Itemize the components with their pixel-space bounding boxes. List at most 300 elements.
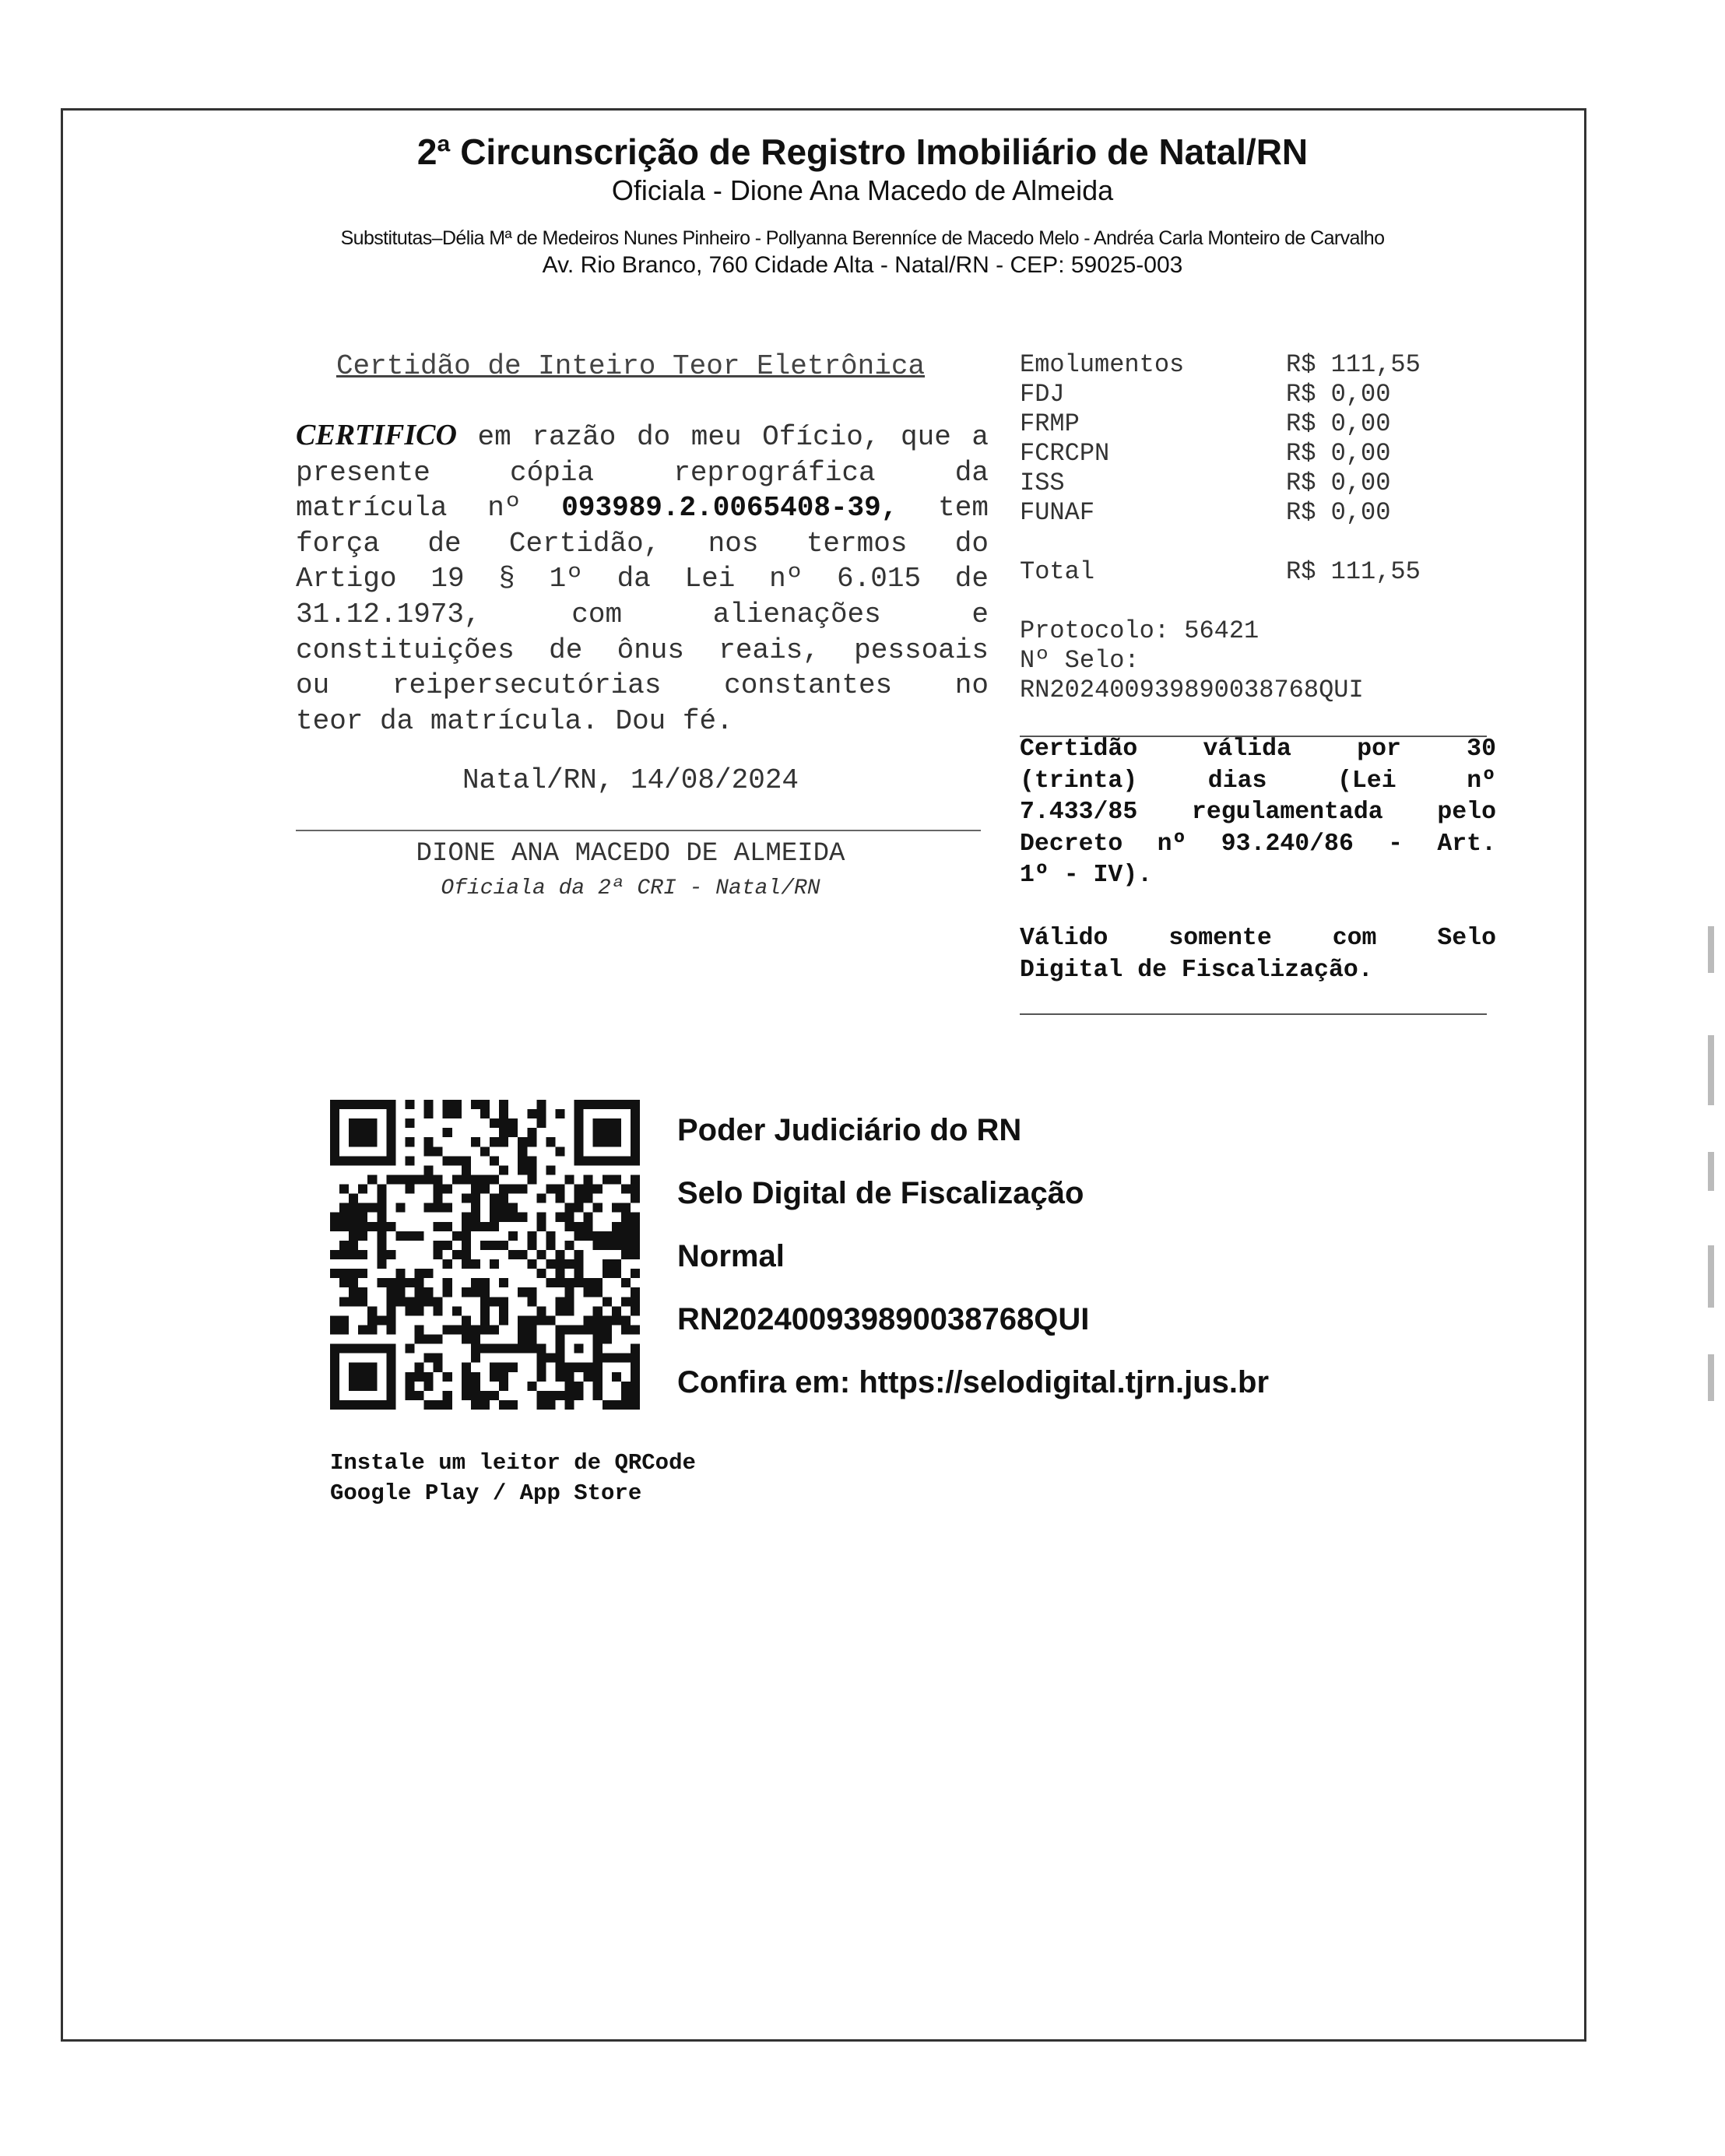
qr-module: [405, 1100, 414, 1109]
qr-module: [527, 1156, 536, 1165]
qr-module: [443, 1372, 452, 1382]
qr-module: [499, 1185, 508, 1194]
qr-module: [386, 1306, 395, 1315]
qr-module: [527, 1109, 536, 1118]
qr-module: [424, 1137, 434, 1146]
qr-module: [452, 1109, 462, 1118]
qr-module: [386, 1297, 395, 1306]
qr-module: [565, 1259, 574, 1269]
qr-module: [546, 1185, 555, 1194]
qr-module: [593, 1335, 603, 1344]
qr-module: [462, 1391, 471, 1400]
qr-module: [574, 1344, 584, 1354]
qr-module: [603, 1175, 612, 1184]
qr-module: [462, 1241, 471, 1250]
qr-module: [612, 1354, 621, 1363]
qr-hint-line-1: Instale um leitor de QRCode: [330, 1450, 696, 1476]
qr-module: [452, 1325, 462, 1334]
fee-row: [1020, 469, 1502, 498]
qr-module: [612, 1269, 621, 1278]
qr-module: [367, 1382, 377, 1391]
qr-module: [443, 1325, 452, 1334]
qr-module: [386, 1175, 395, 1184]
body-line-7: constituições de ônus reais, pessoais: [296, 634, 989, 666]
qr-module: [508, 1231, 518, 1241]
qr-module: [377, 1156, 386, 1165]
qr-module: [612, 1175, 621, 1184]
qr-module: [480, 1297, 490, 1306]
qr-module: [349, 1363, 358, 1372]
qr-module: [631, 1222, 640, 1231]
qr-module: [443, 1203, 452, 1213]
qr-module: [631, 1137, 640, 1146]
qr-module: [471, 1185, 480, 1194]
qr-module: [415, 1335, 424, 1344]
qr-module: [330, 1325, 339, 1334]
qr-module: [536, 1222, 546, 1231]
qr-module: [603, 1118, 612, 1128]
qr-module: [358, 1203, 367, 1213]
qr-module: [339, 1250, 349, 1259]
qr-module: [386, 1344, 395, 1354]
qr-module: [584, 1231, 593, 1241]
qr-module: [631, 1109, 640, 1118]
qr-module: [631, 1363, 640, 1372]
qr-module: [386, 1128, 395, 1137]
qr-module: [358, 1382, 367, 1391]
qr-module: [490, 1325, 499, 1334]
qr-module: [405, 1391, 414, 1400]
validity-line-3: 7.433/85 regulamentada pelo: [1020, 799, 1496, 826]
qr-module: [574, 1194, 584, 1203]
qr-module: [546, 1241, 555, 1250]
qr-module: [462, 1287, 471, 1297]
body-line-3-post: tem: [898, 492, 989, 525]
qr-module: [386, 1222, 395, 1231]
qr-module: [631, 1128, 640, 1137]
qr-module: [490, 1259, 499, 1269]
qr-module: [555, 1306, 564, 1315]
qr-module: [574, 1156, 584, 1165]
fee-row: [1020, 380, 1502, 409]
qr-module: [612, 1156, 621, 1165]
qr-module: [603, 1269, 612, 1278]
qr-module: [377, 1241, 386, 1250]
qr-module: [631, 1391, 640, 1400]
qr-module: [603, 1100, 612, 1109]
qr-module: [631, 1175, 640, 1184]
qr-module: [462, 1250, 471, 1259]
qr-module: [434, 1146, 443, 1156]
qr-module: [593, 1100, 603, 1109]
qr-module: [434, 1194, 443, 1203]
qr-module: [452, 1306, 462, 1315]
qr-module: [593, 1231, 603, 1241]
qr-module: [499, 1194, 508, 1203]
qr-module: [386, 1315, 395, 1325]
qr-module: [574, 1269, 584, 1278]
qr-module: [367, 1137, 377, 1146]
qr-module: [518, 1250, 527, 1259]
qr-module: [480, 1109, 490, 1118]
qr-module: [499, 1363, 508, 1372]
qr-module: [358, 1269, 367, 1278]
qr-module: [621, 1315, 631, 1325]
qr-module: [395, 1278, 405, 1287]
qr-module: [631, 1213, 640, 1222]
qr-module: [631, 1146, 640, 1156]
qr-module: [377, 1213, 386, 1222]
qr-module: [452, 1156, 462, 1165]
qr-module: [621, 1185, 631, 1194]
qr-module: [565, 1287, 574, 1297]
qr-module: [349, 1222, 358, 1231]
qr-module: [386, 1109, 395, 1118]
qr-module: [330, 1213, 339, 1222]
qr-module: [574, 1118, 584, 1128]
qr-module: [536, 1354, 546, 1363]
qr-module: [574, 1128, 584, 1137]
protocol-info: [1020, 616, 1502, 705]
registry-address: Av. Rio Branco, 760 Cidade Alta - Natal/RN - CEP: 59025-003: [542, 252, 1183, 278]
qr-module: [358, 1100, 367, 1109]
qr-module: [358, 1363, 367, 1372]
qr-module: [367, 1372, 377, 1382]
qr-module: [443, 1185, 452, 1194]
qr-module: [546, 1278, 555, 1287]
qr-module: [574, 1185, 584, 1194]
qr-module: [593, 1128, 603, 1137]
qr-module: [462, 1222, 471, 1231]
qr-module: [377, 1278, 386, 1287]
qr-module: [330, 1400, 339, 1410]
scan-edge-mark: [1708, 1152, 1714, 1191]
qr-module: [546, 1391, 555, 1400]
qr-module: [443, 1222, 452, 1231]
qr-module: [395, 1231, 405, 1241]
qr-module: [471, 1400, 480, 1410]
qr-module: [518, 1137, 527, 1146]
qr-module: [358, 1128, 367, 1137]
qr-module: [527, 1297, 536, 1306]
qr-module: [434, 1222, 443, 1231]
qr-module: [395, 1203, 405, 1213]
qr-module: [395, 1287, 405, 1297]
qr-module: [415, 1363, 424, 1372]
qr-module: [565, 1297, 574, 1306]
validity-line-2: (trinta) dias (Lei nº: [1020, 767, 1496, 795]
qr-module: [462, 1335, 471, 1344]
qr-module: [471, 1325, 480, 1334]
fee-value: R$ 0,00: [1286, 469, 1391, 497]
qr-module: [593, 1344, 603, 1354]
qr-module: [471, 1382, 480, 1391]
qr-module: [574, 1137, 584, 1146]
qr-module: [434, 1241, 443, 1250]
qr-module: [621, 1213, 631, 1222]
divider-bottom: [1020, 1013, 1487, 1015]
qr-module: [480, 1391, 490, 1400]
qr-module: [471, 1194, 480, 1203]
qr-module: [593, 1391, 603, 1400]
qr-module: [565, 1213, 574, 1222]
qr-module: [330, 1250, 339, 1259]
validity-line-4: Decreto nº 93.240/86 - Art.: [1020, 830, 1496, 858]
qr-module: [434, 1175, 443, 1184]
qr-module: [499, 1306, 508, 1315]
qr-module: [339, 1297, 349, 1306]
body-line-1-text: em razão do meu Ofício, que a: [456, 421, 989, 453]
qr-module: [434, 1203, 443, 1213]
qr-module: [546, 1231, 555, 1241]
qr-module: [462, 1315, 471, 1325]
qr-module: [358, 1325, 367, 1334]
qr-module: [462, 1259, 471, 1269]
scan-edge-mark: [1708, 1035, 1714, 1105]
fee-total-label: Total: [1020, 557, 1095, 586]
qr-module: [330, 1382, 339, 1391]
qr-module: [330, 1363, 339, 1372]
qr-module: [631, 1156, 640, 1165]
qr-module: [621, 1391, 631, 1400]
qr-module: [395, 1297, 405, 1306]
digital-seal-info: [677, 1099, 1269, 1414]
qr-module: [405, 1137, 414, 1146]
qr-module: [499, 1118, 508, 1128]
qr-module: [499, 1213, 508, 1222]
qr-module: [471, 1278, 480, 1287]
qr-module: [443, 1400, 452, 1410]
qr-module: [565, 1278, 574, 1287]
qr-module: [462, 1175, 471, 1184]
qr-module: [499, 1297, 508, 1306]
qr-module: [527, 1287, 536, 1297]
qr-module: [424, 1400, 434, 1410]
qr-module: [574, 1391, 584, 1400]
qr-module: [518, 1287, 527, 1297]
qr-module: [527, 1344, 536, 1354]
qr-module: [603, 1400, 612, 1410]
fees-table: [1020, 350, 1502, 587]
qr-module: [471, 1335, 480, 1344]
registry-title: 2ª Circunscrição de Registro Imobiliário de Natal/RN: [416, 132, 1309, 172]
fee-total-value: R$ 111,55: [1286, 557, 1421, 586]
qr-module: [424, 1203, 434, 1213]
seal-type: Normal: [677, 1239, 785, 1273]
qr-module: [508, 1203, 518, 1213]
qr-module: [536, 1400, 546, 1410]
qr-module: [565, 1400, 574, 1410]
qr-module: [415, 1278, 424, 1287]
qr-module: [330, 1109, 339, 1118]
qr-module: [386, 1146, 395, 1156]
qr-module: [584, 1194, 593, 1203]
qr-module: [480, 1400, 490, 1410]
qr-module: [386, 1278, 395, 1287]
qr-module: [480, 1325, 490, 1334]
qr-module: [358, 1287, 367, 1297]
fee-value: R$ 0,00: [1286, 380, 1391, 409]
qr-module: [358, 1231, 367, 1241]
qr-module: [339, 1203, 349, 1213]
qr-module: [508, 1400, 518, 1410]
qr-module: [631, 1382, 640, 1391]
qr-module: [584, 1287, 593, 1297]
seal-number: RN202400939890038768QUI: [1020, 676, 1364, 704]
qr-module: [536, 1315, 546, 1325]
qr-module: [443, 1287, 452, 1297]
qr-module: [358, 1250, 367, 1259]
qr-module: [574, 1222, 584, 1231]
qr-module: [536, 1118, 546, 1128]
qr-module: [443, 1156, 452, 1165]
seal-verify-link[interactable]: Confira em: https://selodigital.tjrn.jus.br: [677, 1365, 1270, 1399]
qr-module: [621, 1156, 631, 1165]
qr-module: [490, 1372, 499, 1382]
qr-module: [631, 1269, 640, 1278]
validity-line-1: Certidão válida por 30: [1020, 736, 1496, 763]
qr-module: [330, 1269, 339, 1278]
body-line-9: teor da matrícula. Dou fé.: [296, 704, 733, 737]
qr-module: [434, 1363, 443, 1372]
qr-module: [349, 1118, 358, 1128]
qr-module: [339, 1185, 349, 1194]
qr-module: [424, 1335, 434, 1344]
qr-module: [471, 1372, 480, 1382]
qr-module: [377, 1231, 386, 1241]
qr-module: [499, 1278, 508, 1287]
qr-module: [434, 1354, 443, 1363]
qr-module: [424, 1354, 434, 1363]
qr-module: [555, 1335, 564, 1344]
seal-court: Poder Judiciário do RN: [677, 1113, 1022, 1147]
qr-module: [555, 1213, 564, 1222]
qr-module: [593, 1278, 603, 1287]
qr-module: [377, 1400, 386, 1410]
fee-label: ISS: [1020, 469, 1065, 497]
qr-module: [631, 1287, 640, 1297]
qr-module: [367, 1156, 377, 1165]
qr-module: [612, 1118, 621, 1128]
qr-module: [603, 1231, 612, 1241]
qr-module: [405, 1306, 414, 1315]
qr-module: [434, 1250, 443, 1259]
qr-module: [527, 1165, 536, 1175]
fee-row: [1020, 350, 1502, 380]
qr-module: [443, 1100, 452, 1109]
qr-module: [452, 1250, 462, 1259]
qr-module: [584, 1363, 593, 1372]
qr-module: [490, 1363, 499, 1372]
qr-module: [546, 1400, 555, 1410]
qr-module: [405, 1344, 414, 1354]
qr-module: [339, 1344, 349, 1354]
qr-module: [593, 1118, 603, 1128]
qr-module: [462, 1231, 471, 1241]
qr-module: [424, 1372, 434, 1382]
qr-module: [490, 1213, 499, 1222]
qr-module: [415, 1325, 424, 1334]
qr-module: [603, 1156, 612, 1165]
qr-module: [490, 1118, 499, 1128]
qr-module: [349, 1278, 358, 1287]
qr-module: [621, 1100, 631, 1109]
qr-module: [574, 1146, 584, 1156]
qr-module: [349, 1269, 358, 1278]
qr-module: [508, 1213, 518, 1222]
qr-module: [508, 1363, 518, 1372]
qr-module: [499, 1400, 508, 1410]
qr-module: [565, 1391, 574, 1400]
qr-module: [434, 1335, 443, 1344]
qr-module: [452, 1100, 462, 1109]
qr-module: [621, 1278, 631, 1287]
qr-module: [358, 1118, 367, 1128]
qr-module: [536, 1363, 546, 1372]
qr-module: [621, 1250, 631, 1259]
qr-module: [584, 1213, 593, 1222]
certificate-title: Certidão de Inteiro Teor Eletrônica: [336, 350, 926, 382]
qr-module: [518, 1344, 527, 1354]
qr-module: [555, 1363, 564, 1372]
qr-module: [424, 1100, 434, 1109]
qr-module: [395, 1175, 405, 1184]
qr-module: [490, 1203, 499, 1213]
qr-module: [518, 1335, 527, 1344]
qr-module: [330, 1391, 339, 1400]
qr-module: [518, 1156, 527, 1165]
qr-module: [367, 1400, 377, 1410]
qr-module: [555, 1372, 564, 1382]
qr-module: [424, 1175, 434, 1184]
qr-module: [527, 1137, 536, 1146]
qr-module: [386, 1391, 395, 1400]
qr-module: [367, 1325, 377, 1334]
qr-module: [621, 1382, 631, 1391]
qr-module: [330, 1222, 339, 1231]
qr-module: [462, 1325, 471, 1334]
qr-module: [434, 1185, 443, 1194]
qr-module: [536, 1100, 546, 1109]
body-line-3: [296, 490, 989, 526]
qr-module: [358, 1372, 367, 1382]
qr-module: [443, 1278, 452, 1287]
qr-module: [349, 1100, 358, 1109]
fee-value: R$ 111,55: [1286, 350, 1421, 379]
qr-module: [367, 1118, 377, 1128]
qr-module: [612, 1203, 621, 1213]
qr-module: [603, 1128, 612, 1137]
qr-module: [330, 1100, 339, 1109]
qr-module: [631, 1118, 640, 1128]
qr-module: [603, 1325, 612, 1334]
qr-module: [462, 1213, 471, 1222]
qr-module: [339, 1241, 349, 1250]
qr-module: [339, 1315, 349, 1325]
qr-module: [330, 1315, 339, 1325]
qr-module: [508, 1128, 518, 1137]
qr-module: [527, 1231, 536, 1241]
qr-module: [330, 1118, 339, 1128]
qr-module: [377, 1185, 386, 1194]
qr-module: [480, 1315, 490, 1325]
qr-module: [339, 1269, 349, 1278]
fee-label: FDJ: [1020, 380, 1065, 409]
qr-module: [584, 1185, 593, 1194]
qr-module: [349, 1372, 358, 1382]
qr-module: [377, 1259, 386, 1269]
qr-module: [386, 1287, 395, 1297]
